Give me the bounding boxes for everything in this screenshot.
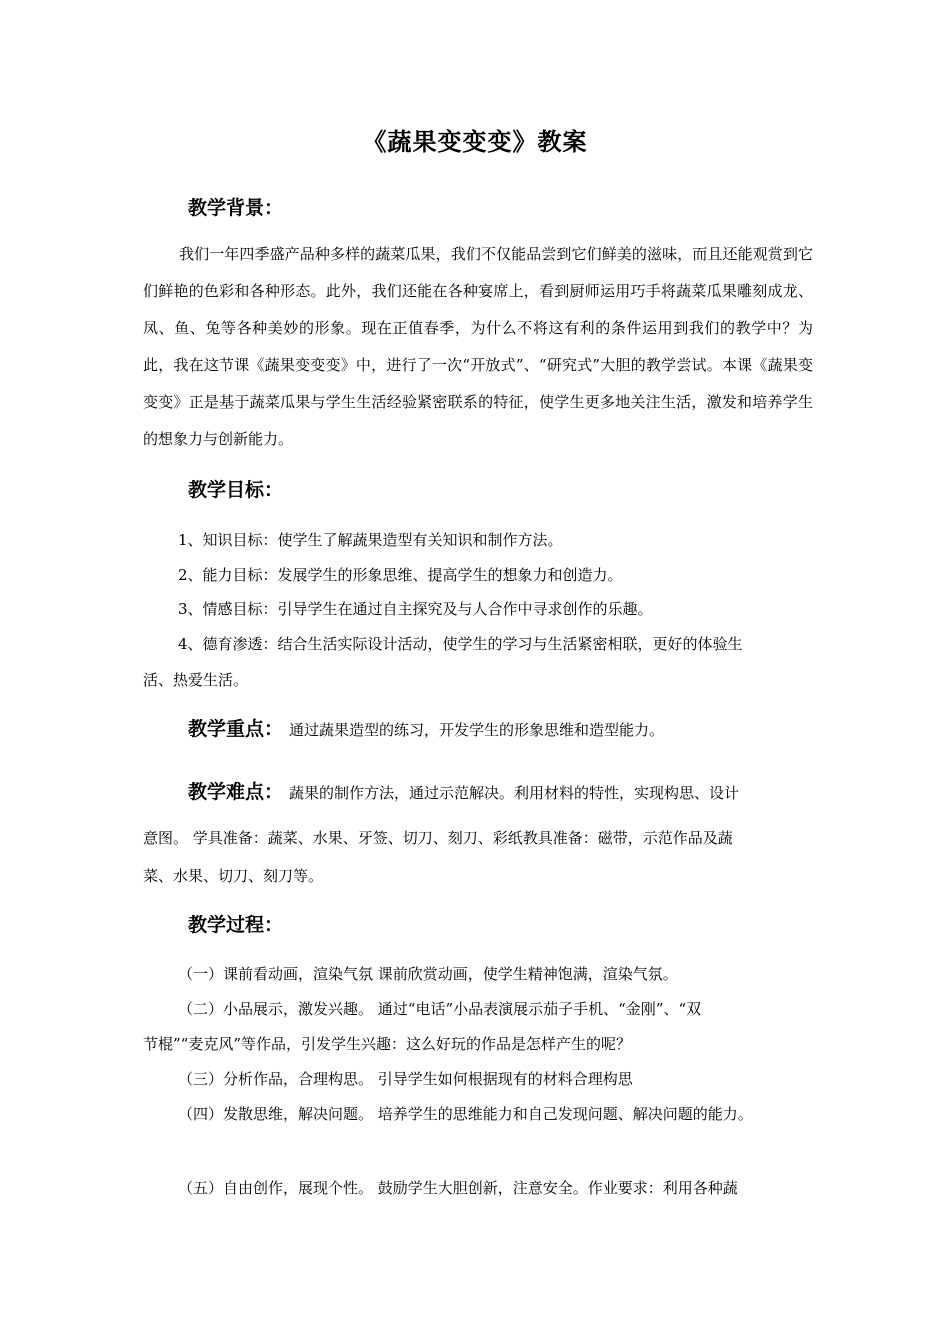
document-title: 《蔬果变变变》教案 (362, 127, 588, 156)
background-heading: 教学背景： (188, 197, 284, 219)
difficulty-text: 蔬果的制作方法，通过示范解决。利用材料的特性，实现构思、设计 (289, 784, 740, 802)
difficulty-row (188, 778, 739, 807)
process-item-1: （一）课前看动画，渲染气氛 课前欣赏动画，使学生精神饱满，渲染气氛。 (178, 965, 678, 983)
key-point-row (188, 715, 664, 744)
goals-heading: 教学目标： (188, 479, 284, 501)
goal-item-1: 1、知识目标：使学生了解蔬果造型有关知识和制作方法。 (178, 531, 563, 549)
process-item-2: （二）小品展示，激发兴趣。 通过“电话”小品表演展示茄子手机、“金刚”、“双 (178, 1000, 702, 1018)
process-item-3: （三）分析作品，合理构思。 引导学生如何根据现有的材料合理构思 (178, 1070, 633, 1088)
difficulty-continuation-2: 菜、水果、切刀、刻刀等。 (143, 867, 324, 885)
process-item-4: （四）发散思维，解决问题。 培养学生的思维能力和自己发现问题、解决问题的能力。 (178, 1105, 753, 1123)
background-paragraph: 我们一年四季盛产品种多样的蔬菜瓜果，我们不仅能品尝到它们鲜美的滋味，而且还能观赏到它们鲜艳的色彩和各种形态。此外，我们还能在各种宴席上，看到厨师运用巧手将蔬菜瓜果雕刻成龙、凤、鱼、兔等各种美妙的形象。现在正值春季，为什么不将这有利的条件运用到我们的教学中？为此，我在这节课《蔬果变变变》中，进行了一次“开放式”、“研究式”大胆的教学尝试。本课《蔬果变变变》正是基于蔬菜瓜果与学生生活经验紧密联系的特征，使学生更多地关注生活，激发和培养学生的想象力与创新能力。 (143, 245, 813, 448)
goal-item-2: 2、能力目标：发展学生的形象思维、提高学生的想象力和创造力。 (178, 566, 623, 584)
process-heading: 教学过程： (188, 914, 284, 936)
goal-item-4-continuation: 活、热爱生活。 (143, 671, 249, 689)
process-item-5: （五）自由创作，展现个性。 鼓励学生大胆创新，注意安全。作业要求：利用各种蔬 (178, 1179, 738, 1197)
goal-item-3: 3、情感目标：引导学生在通过自主探究及与人合作中寻求创作的乐趣。 (178, 600, 653, 618)
difficulty-continuation-1: 意图。 学具准备：蔬菜、水果、牙签、切刀、刻刀、彩纸教具准备：磁带，示范作品及蔬 (143, 829, 733, 847)
key-point-heading: 教学重点： (188, 718, 284, 740)
key-point-text: 通过蔬果造型的练习，开发学生的形象思维和造型能力。 (289, 721, 665, 739)
goal-item-4: 4、德育渗透：结合生活实际设计活动，使学生的学习与生活紧密相联，更好的体验生 (178, 635, 743, 653)
difficulty-heading: 教学难点： (188, 781, 284, 803)
process-item-2-continuation: 节棍”“麦克风”等作品，引发学生兴趣：这么好玩的作品是怎样产生的呢？ (143, 1035, 632, 1053)
